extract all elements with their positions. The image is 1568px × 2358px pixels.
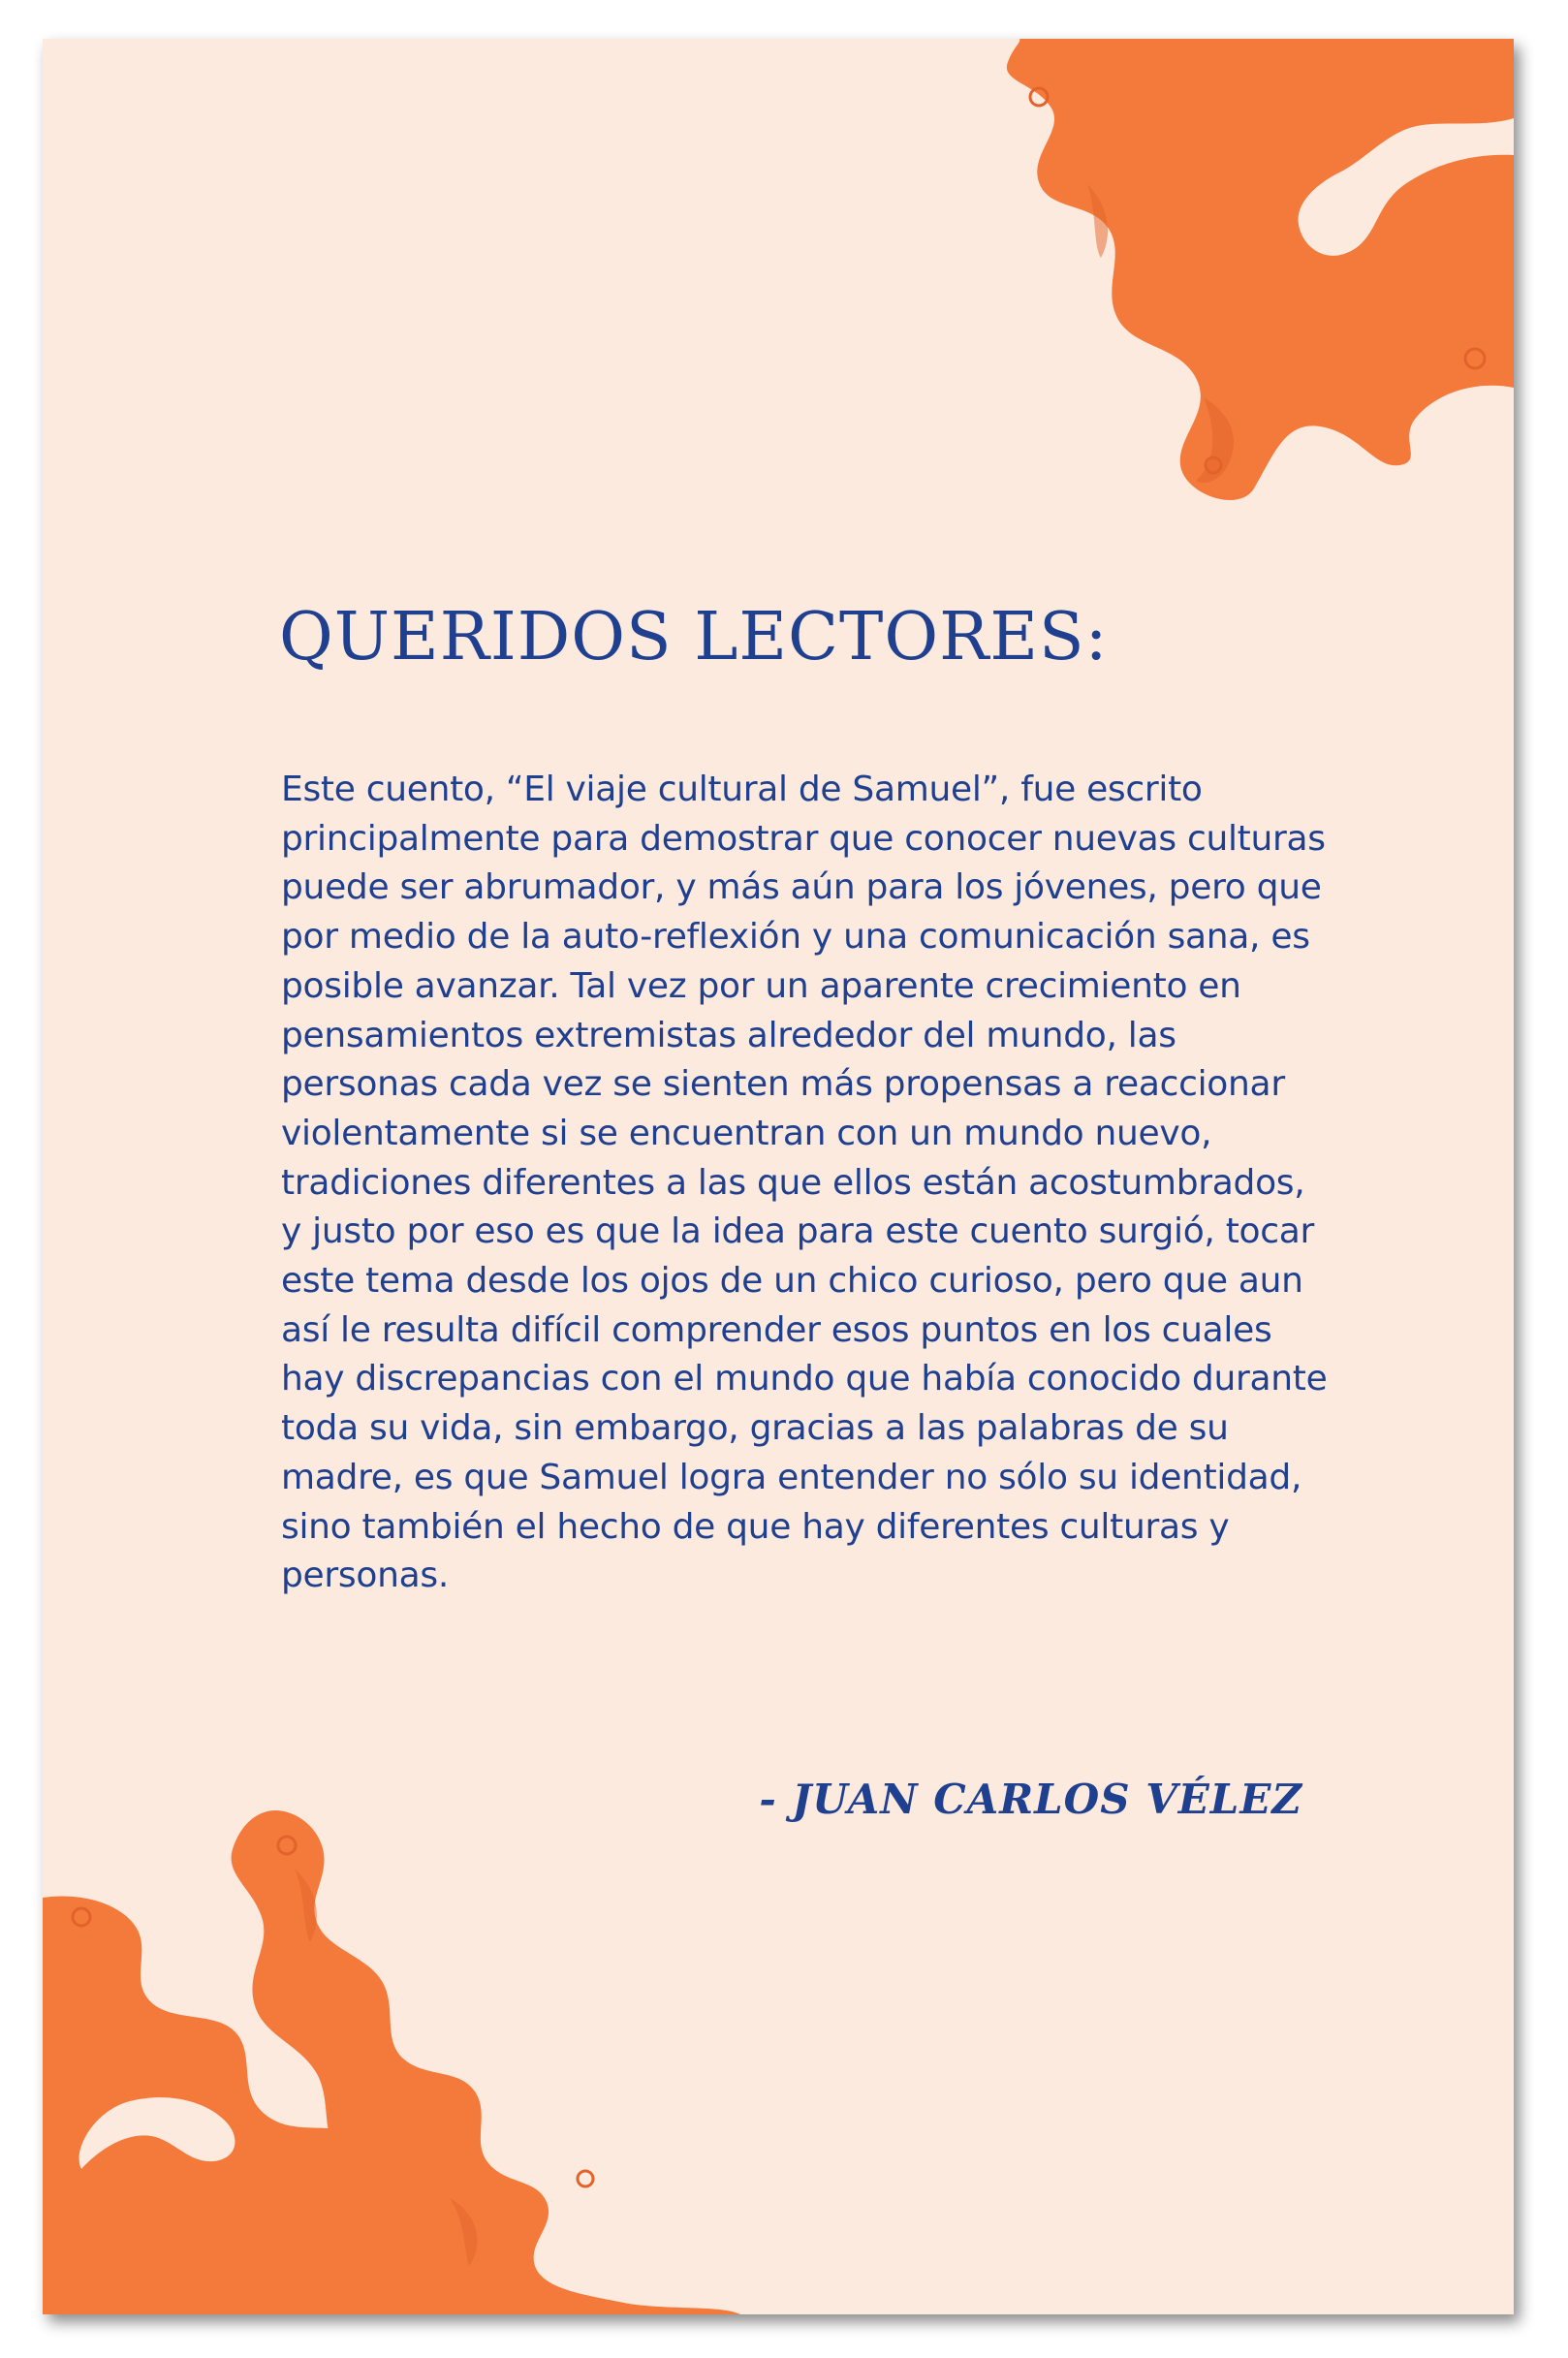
orange-swirl-decoration-top bbox=[894, 39, 1514, 514]
letter-heading: QUERIDOS LECTORES: bbox=[279, 599, 1109, 676]
letter-page bbox=[43, 39, 1514, 2314]
letter-body: Este cuento, “El viaje cultural de Samuel”, fue escrito principalmente para demostrar que conocer nuevas culturas puede ser abrumador, y más aún para los jóvenes, pero que por medio de la auto-reflexión y una comunicación sana, es posible avanzar. Tal vez por un aparente crecimiento en pensamientos extremistas alrededor del mundo, las personas cada vez se sienten más propensas a reaccionar violentamente si se encuentran con un mundo nuevo, tradiciones diferentes a las que ellos están acostumbrados, y justo por eso es que la idea para este cuento surgió, tocar este tema desde los ojos de un chico curioso, pero que aun así le resulta difícil comprender esos puntos en los cuales hay discrepancias con el mundo que había conocido durante toda su vida, sin embargo, gracias a las palabras de su madre, es que Samuel logra entender no sólo su identidad, sino también el hecho de que hay diferentes culturas y personas. bbox=[281, 770, 1328, 1596]
letter-signature: - JUAN CARLOS VÉLEZ bbox=[759, 1776, 1302, 1823]
orange-swirl-decoration-bottom bbox=[43, 1810, 740, 2314]
